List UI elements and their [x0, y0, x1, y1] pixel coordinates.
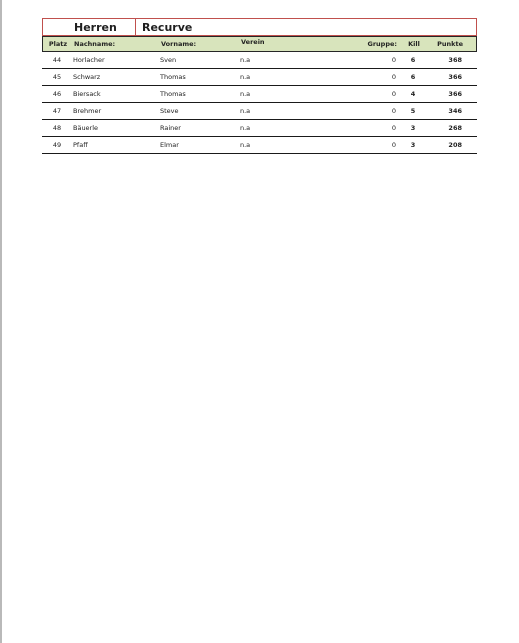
header-punkte: Punkte	[437, 40, 463, 48]
cell-gruppe: 0	[391, 90, 396, 98]
results-sheet	[42, 18, 477, 154]
cell-punkte: 366	[448, 73, 462, 81]
header-vorname: Vorname:	[161, 40, 197, 48]
cell-nachname: Schwarz	[73, 73, 101, 81]
table-row	[42, 86, 477, 103]
table-row	[42, 137, 477, 154]
title-row	[42, 18, 477, 36]
cell-platz: 49	[52, 141, 62, 149]
cell-vorname: Thomas	[160, 90, 186, 98]
cell-kill: 6	[410, 73, 416, 81]
cell-verein: n.a	[240, 107, 251, 115]
cell-gruppe: 0	[391, 73, 396, 81]
cell-gruppe: 0	[391, 141, 396, 149]
cell-platz: 46	[52, 90, 62, 98]
category-title: Herren	[43, 19, 136, 35]
cell-nachname: Biersack	[73, 90, 101, 98]
cell-platz: 44	[52, 56, 62, 64]
cell-verein: n.a	[240, 56, 251, 64]
table-row	[42, 69, 477, 86]
cell-kill: 3	[410, 141, 416, 149]
header-gruppe: Gruppe:	[367, 40, 397, 48]
cell-verein: n.a	[240, 124, 251, 132]
header-nachname: Nachname:	[74, 40, 116, 48]
cell-gruppe: 0	[391, 56, 396, 64]
cell-platz: 45	[52, 73, 62, 81]
discipline-title: Recurve	[142, 21, 193, 34]
cell-punkte: 346	[448, 107, 462, 115]
cell-nachname: Pfaff	[73, 141, 88, 149]
table-row	[42, 52, 477, 69]
cell-verein: n.a	[240, 141, 251, 149]
cell-punkte: 368	[448, 56, 462, 64]
cell-gruppe: 0	[391, 107, 396, 115]
table-row	[42, 120, 477, 137]
cell-vorname: Thomas	[160, 73, 186, 81]
header-kill: Kill	[408, 40, 420, 48]
cell-nachname: Horlacher	[73, 56, 105, 64]
cell-nachname: Brehmer	[73, 107, 102, 115]
page-left-border	[0, 0, 2, 643]
cell-punkte: 268	[448, 124, 462, 132]
cell-vorname: Steve	[160, 107, 179, 115]
cell-nachname: Bäuerle	[73, 124, 99, 132]
cell-gruppe: 0	[391, 124, 396, 132]
cell-vorname: Sven	[160, 56, 177, 64]
cell-verein: n.a	[240, 90, 251, 98]
cell-kill: 3	[410, 124, 416, 132]
cell-kill: 4	[410, 90, 416, 98]
table-row	[42, 103, 477, 120]
cell-punkte: 366	[448, 90, 462, 98]
header-platz: Platz	[48, 40, 68, 48]
cell-kill: 6	[410, 56, 416, 64]
header-verein: Verein	[241, 38, 265, 46]
cell-kill: 5	[410, 107, 416, 115]
cell-vorname: Elmar	[160, 141, 179, 149]
cell-vorname: Rainer	[160, 124, 181, 132]
cell-verein: n.a	[240, 73, 251, 81]
cell-platz: 47	[52, 107, 62, 115]
cell-punkte: 208	[448, 141, 462, 149]
cell-platz: 48	[52, 124, 62, 132]
table-header	[42, 36, 477, 52]
